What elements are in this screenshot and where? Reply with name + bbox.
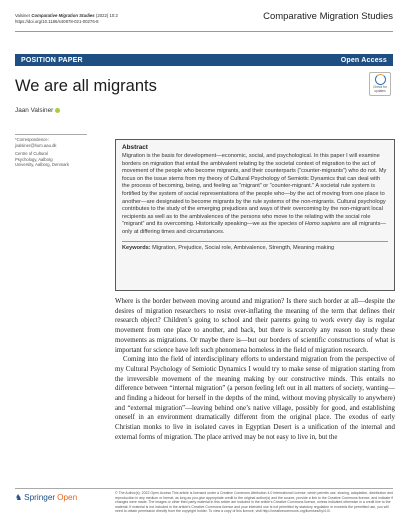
updates-icon	[375, 74, 386, 85]
affiliation-line: University, Aalborg, Denmark	[15, 162, 69, 168]
author-line	[15, 107, 60, 114]
body-paragraph: Where is the border between moving around and migration? Is there such border at all—despite the desires of migration researchers to resist over-inflating the meaning of the term that defines their research object? Children’s going to school and their parents going to work every day is regular movement from one place to another, and back, but there is scarcely any reason to study these movements as migrations. Or maybe there is—but our borders of scientific constructions of what is important for science have left such phenomena homeless in the field of migration research.	[115, 298, 395, 354]
publisher-name: Springer	[24, 493, 56, 502]
sidebar-divider	[15, 134, 87, 135]
doi-link[interactable]: https://doi.org/10.1186/s40878-021-00276-8	[15, 19, 99, 24]
author-name[interactable]: Jaan Valsiner	[15, 107, 54, 114]
abstract-italic: Homo sapiens	[304, 221, 341, 228]
journal-citation	[15, 13, 118, 25]
article-type-banner	[15, 54, 393, 66]
journal-italic: Comparative Migration Studies	[31, 13, 95, 18]
journal-name: Comparative Migration Studies	[263, 11, 393, 22]
abstract-main: Migration is the basis for development—economic, social, and psychological. In this paper I will examine borders on migration that entail the ambivalent relating by the societal context of migration to the act of movement of the people who become migrants, and their counterparts (“counter-migrants”) who do not. My focus on the issue stems from my theory of Cultural Psychology of Semiotic Dynamics that can deal with the process of becoming, being, and feeling as “migrant” or “counter-migrant.” A societal rule system is fortified by the system of social representations of the people who—by the act of moving from one place to another—are designated to become migrants by the rule systems of the non-migrants. Cultural psychology contributes to the study of the emerging prejudices and ways of their overcoming by the non-migrant local recipients as well as to the ambivalences of the persons who move to the relating with the social role “migrant” and its overcoming. Historically speaking—we as the species of	[122, 153, 387, 228]
article-title: We are all migrants	[15, 77, 157, 95]
updates-label: Check for updates	[373, 85, 387, 93]
affiliation-line: Centre of Cultural	[15, 151, 48, 157]
abstract-end: are all migrants—only at differing times and circumstances.	[122, 221, 386, 235]
journal-author: Valsiner	[15, 13, 32, 18]
correspondence-sidebar	[15, 137, 89, 168]
keywords	[122, 245, 388, 251]
open-access-label: Open Access	[340, 56, 387, 64]
springer-open-logo	[15, 493, 77, 502]
keywords-label: Keywords:	[122, 244, 151, 251]
orcid-icon[interactable]	[55, 108, 60, 113]
article-type: POSITION PAPER	[21, 56, 83, 64]
citation: (2022) 10:2	[95, 13, 118, 18]
publisher-open: Open	[57, 493, 78, 502]
affiliation-line: Psychology, Aalborg	[15, 156, 53, 162]
abstract-text	[122, 153, 388, 237]
springer-horse-icon: ♞	[15, 493, 23, 502]
header-divider	[15, 31, 393, 32]
correspondence-email[interactable]: jvalsiner@hum.aau.dk	[15, 142, 57, 148]
abstract-box	[115, 139, 395, 291]
body-paragraph: Coming into the field of interdisciplinary efforts to understand migration from the perspective of my Cultural Psychology of Semiotic Dynamics I would try to make sense of migration starting from the irreversible movement of the meaning making by our constructive minds. This entails no difference between “internal migration” (a person feeling left out in all matters of society, wanting—and finding a hideout for herself in the depths of the mind, without moving physically to anywhere) and “external migration”—leaving behind one’s native village, possibly for good, and establishing oneself in an environment dramatically different from the original place. The exodus of early Christian monks to live in isolated caves in Egyptian Desert is a unification of the internal and external forms of migration. The place arrived may be not easy to live in, but the	[115, 356, 395, 441]
license-text: © The Author(s). 2022 Open Access This article is licensed under a Creative Commons Attribution 4.0 International License, which permits use, sharing, adaptation, distribution and reproduction in any medium or format, as long as you give appropriate credit to the original author(s) and the source, provide a link to the Creative Commons licence, and indicate if changes were made. The images or other third party material in this article are included in the article’s Creative Commons licence, unless indicated otherwise in a credit line to the material. If material is not included in the article’s Creative Commons licence and your intended use is not permitted by statutory regulation or exceeds the permitted use, you will need to obtain permission directly from the copyright holder. To view a copy of this licence, visit http://creativecommons.org/licenses/by/4.0/.	[115, 491, 394, 514]
footer-divider	[15, 488, 393, 489]
keywords-divider	[122, 241, 388, 242]
check-for-updates-badge[interactable]	[369, 72, 391, 96]
keywords-list: Migration, Prejudice, Social role, Ambivalence, Strength, Meaning making	[152, 244, 335, 251]
abstract-heading: Abstract	[122, 144, 148, 151]
body-text	[115, 297, 395, 443]
correspondence-label: *Correspondence:	[15, 137, 49, 142]
